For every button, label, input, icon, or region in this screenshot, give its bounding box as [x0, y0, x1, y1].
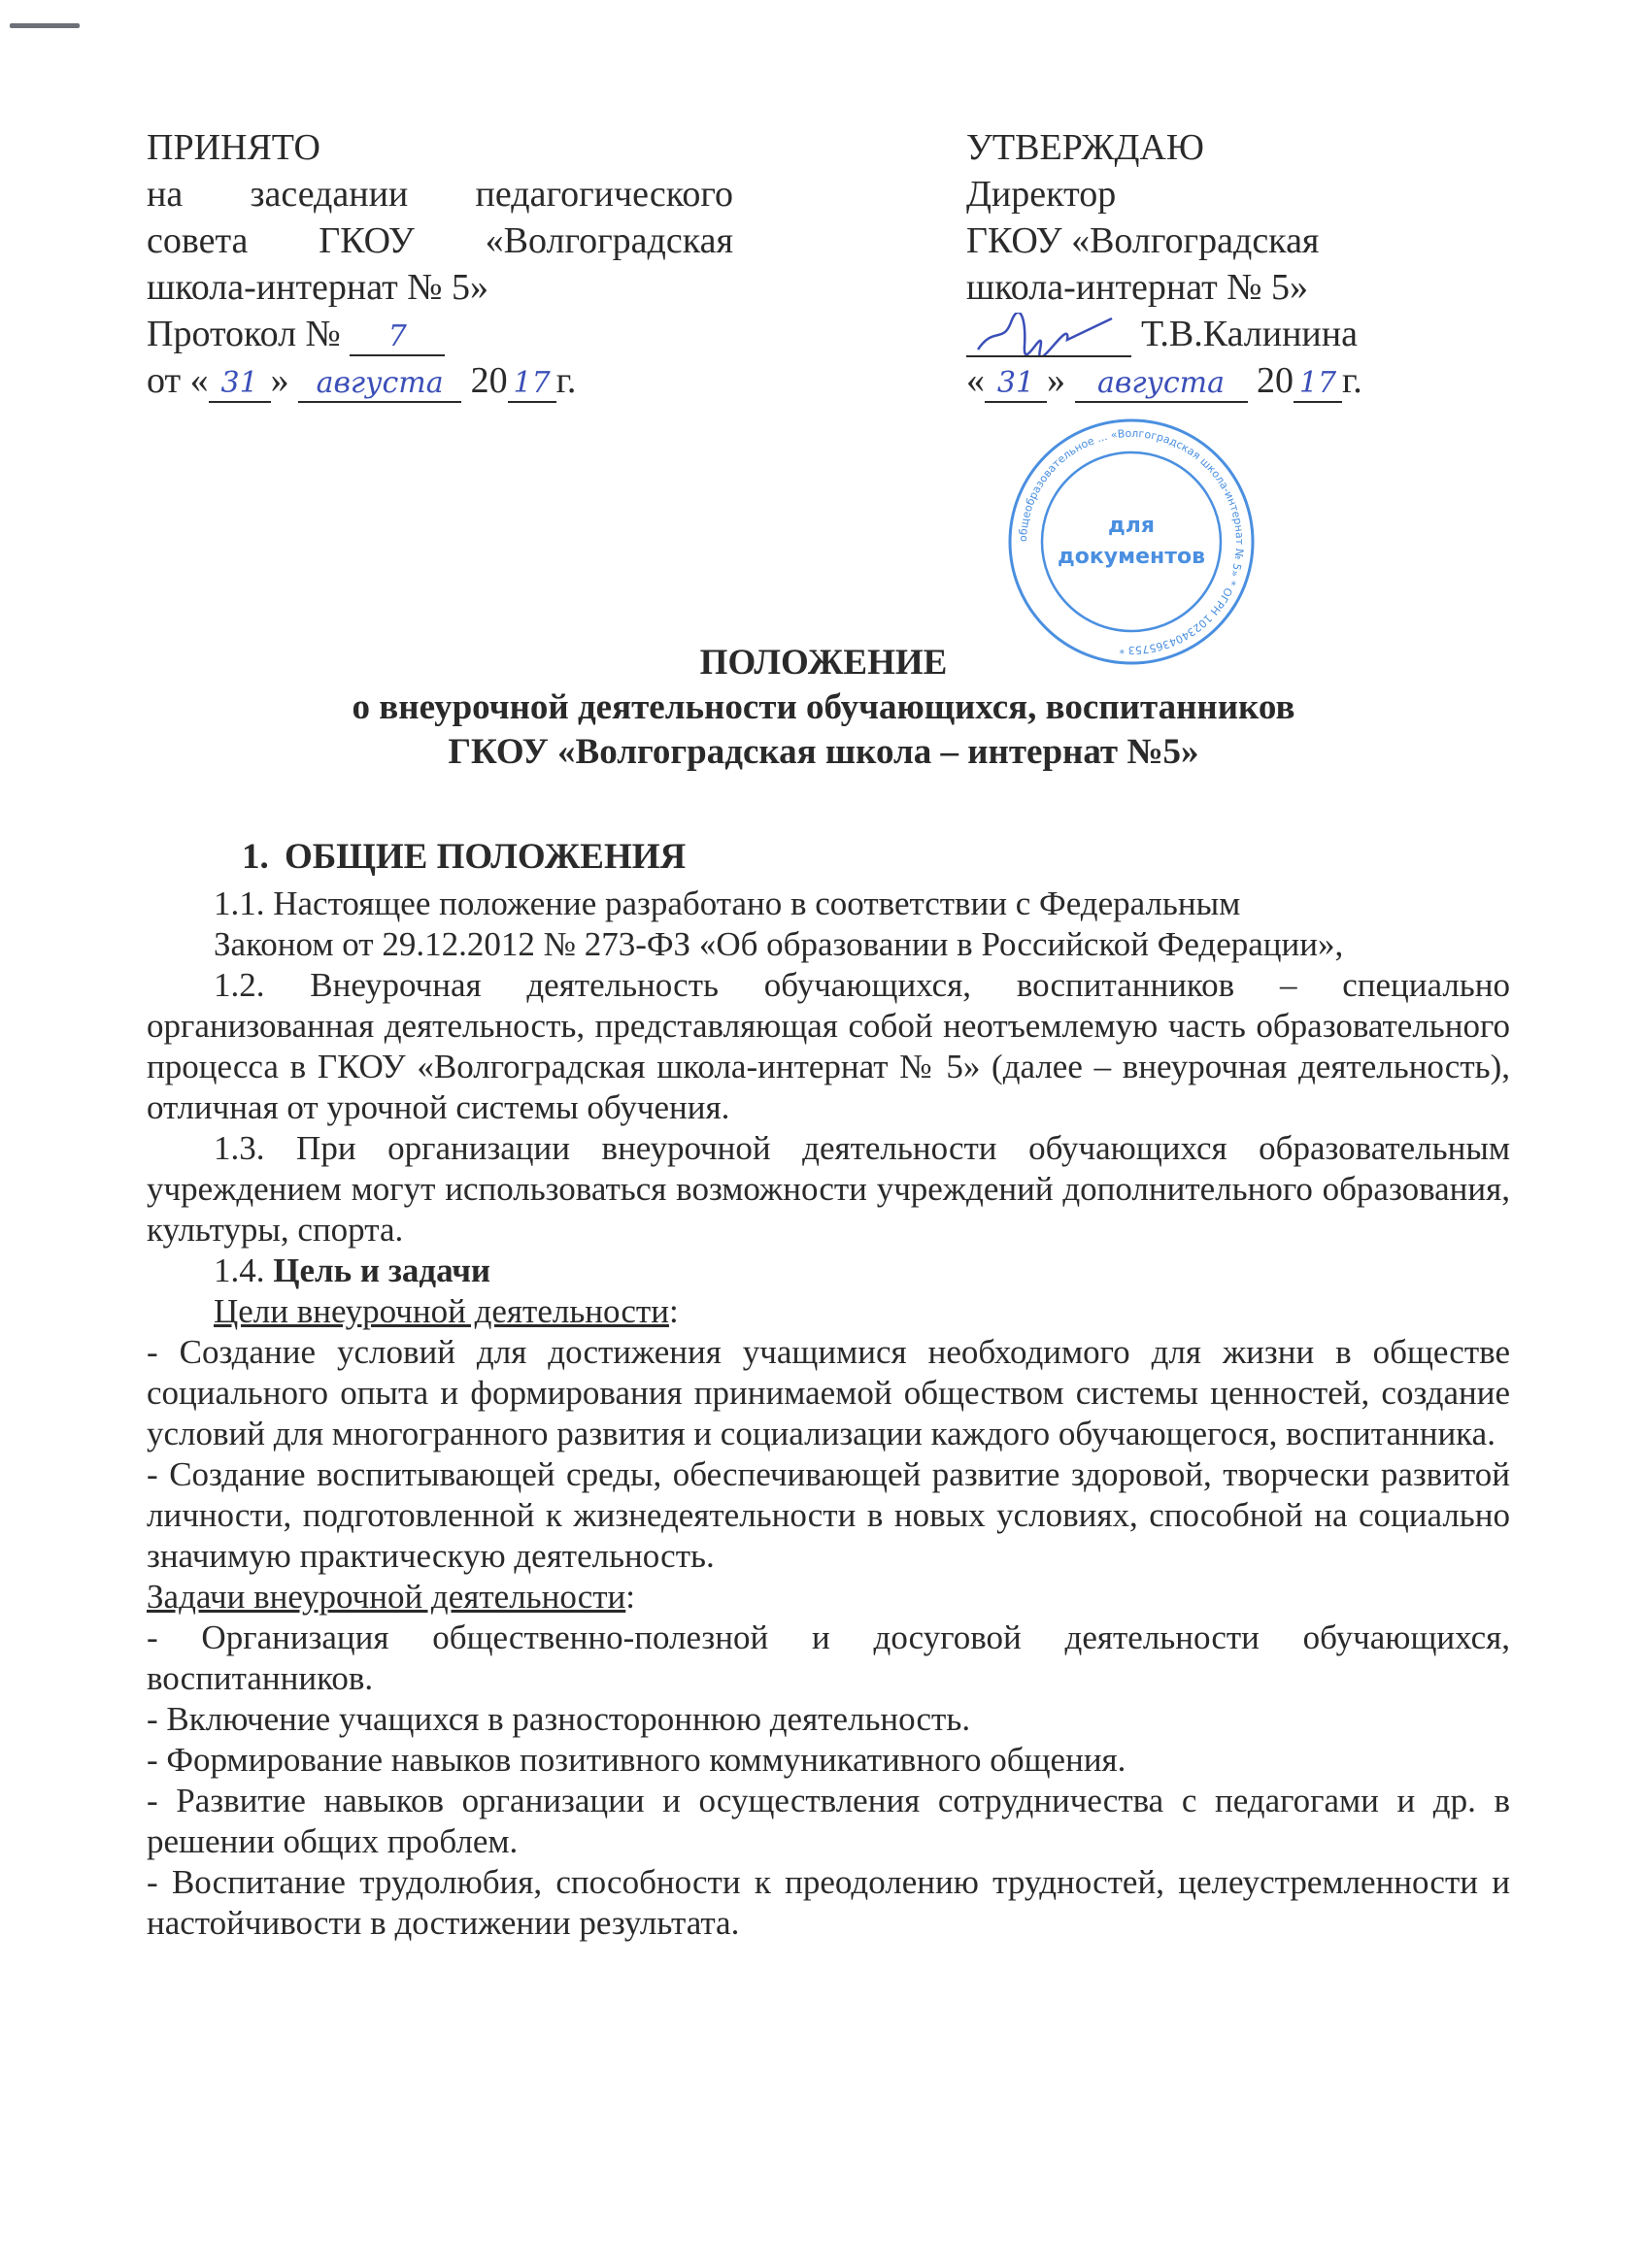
task-item: - Развитие навыков организации и осуществления сотрудничества с педагогами и др. в решении общих проблем.	[147, 1782, 1510, 1860]
year-end: г.	[555, 360, 577, 401]
year-prefix: 20	[470, 360, 508, 401]
stamp-ring-text: общеобразовательное ... «Волгоградская школа-интернат № 5» * ОГРН 1023404365753 *	[1016, 426, 1247, 657]
header	[147, 124, 1510, 668]
handwritten-signature	[966, 313, 1131, 355]
protocol-label: Протокол №	[147, 314, 341, 354]
stamp-center-text-1: для	[1107, 514, 1156, 538]
accepted-line-1	[147, 171, 733, 217]
task-item: - Организация общественно-полезной и досуговой деятельности обучающихся, воспитанников.	[147, 1618, 1510, 1697]
year-field	[508, 361, 556, 403]
approved-position: Директор	[966, 174, 1117, 215]
tasks-heading	[147, 1577, 1510, 1618]
date-mid: »	[270, 360, 289, 401]
task-item: - Формирование навыков позитивного коммуникативного общения.	[147, 1741, 1126, 1779]
date-day: 31	[996, 366, 1035, 400]
word: совета	[147, 220, 249, 261]
stamp-center-text-2: документов	[1057, 545, 1206, 569]
date-day: 31	[220, 366, 258, 400]
word: на	[147, 174, 184, 215]
date-prefix: «	[966, 360, 985, 401]
goal-item: - Создание воспитывающей среды, обеспечивающей развитие здоровой, творчески развитой личности, подготовленной к жизнедеятельности в новых условиях, способной на социально значимую практическую деятельность.	[147, 1455, 1510, 1575]
year-prefix: 20	[1257, 360, 1294, 401]
year-suffix: 17	[1298, 366, 1337, 400]
approved-heading: УТВЕРЖДАЮ	[966, 127, 1204, 168]
accepted-line-2	[147, 217, 733, 264]
accepted-block	[147, 124, 733, 404]
colon: :	[625, 1578, 636, 1616]
task-item: - Включение учащихся в разностороннюю деятельность.	[147, 1700, 971, 1738]
scan-artifact-mark	[10, 23, 80, 28]
date-month: августа	[1096, 366, 1226, 400]
date-mid: »	[1047, 360, 1065, 401]
protocol-number: 7	[387, 319, 407, 353]
section-number: 1.	[242, 837, 269, 877]
signature-line	[966, 311, 1510, 357]
date-day-field	[985, 361, 1047, 403]
approved-date-line	[966, 357, 1510, 404]
approved-org-line-1: ГКОУ «Волгоградская	[966, 220, 1320, 261]
protocol-number-field	[350, 315, 445, 356]
goal-item: - Создание условий для достижения учащимися необходимого для жизни в обществе социального опыта и формирования принимаемой обществом системы ценностей, создание условий для многогранного развития и социализации каждого обучающегося, воспитанника.	[147, 1333, 1510, 1452]
year-field	[1294, 361, 1342, 403]
date-month-field	[1075, 361, 1248, 403]
accepted-heading: ПРИНЯТО	[147, 127, 320, 168]
section-title: ОБЩИЕ ПОЛОЖЕНИЯ	[285, 837, 687, 877]
date-day-field	[209, 361, 271, 403]
clause-1-3: 1.3. При организации внеурочной деятельности обучающихся образовательным учреждением могут использоваться возможности учреждений дополнительного образования, культуры, спорта.	[147, 1129, 1510, 1249]
stamp-area	[1005, 416, 1258, 668]
year-end: г.	[1342, 360, 1362, 401]
protocol-line	[147, 311, 733, 357]
colon: :	[668, 1292, 679, 1330]
clause-1-2: 1.2. Внеурочная деятельность обучающихся, воспитанников – специально организованная деятельность, представляющая собой неотъемлемую часть образовательного процесса в ГКОУ «Волгоградская школа-интернат № 5» (далее – внеурочная деятельность), отличная от урочной системы обучения.	[147, 966, 1510, 1126]
document-body	[147, 835, 1510, 1944]
signatory-name: Т.В.Калинина	[1141, 314, 1358, 354]
year-suffix: 17	[513, 366, 551, 400]
word: заседании	[250, 174, 409, 215]
word: ГКОУ	[319, 220, 415, 261]
title-main: ПОЛОЖЕНИЕ	[699, 643, 948, 683]
approved-block	[966, 124, 1510, 668]
official-stamp	[1005, 416, 1258, 668]
document-title	[0, 641, 1647, 775]
stamp-outer-ring	[1010, 420, 1253, 663]
clause-1-1: 1.1. Настоящее положение разработано в соответствии с Федеральным	[214, 884, 1241, 922]
signature-field	[966, 313, 1131, 357]
date-month: августа	[316, 366, 444, 400]
clause-1-4-number: 1.4.	[214, 1251, 265, 1289]
accepted-line-3: школа-интернат № 5»	[147, 267, 489, 308]
approved-org-line-2: школа-интернат № 5»	[966, 267, 1309, 308]
section-heading	[147, 835, 1510, 880]
clause-1-4-title: Цель и задачи	[273, 1251, 491, 1289]
word: педагогического	[475, 174, 733, 215]
stamp-inner-ring	[1042, 452, 1221, 631]
goals-heading	[147, 1291, 1510, 1332]
date-month-field	[298, 361, 461, 403]
goals-heading-text: Цели внеурочной деятельности	[214, 1292, 669, 1330]
clause-1-4	[147, 1251, 1510, 1291]
title-subtitle-2: ГКОУ «Волгоградская школа – интернат №5»	[448, 732, 1199, 772]
title-subtitle-1: о внеурочной деятельности обучающихся, воспитанников	[352, 687, 1295, 727]
word: «Волгоградская	[485, 220, 733, 261]
task-item: - Воспитание трудолюбия, способности к преодолению трудностей, целеустремленности и настойчивости в достижении результата.	[147, 1863, 1510, 1942]
date-prefix: от «	[147, 360, 209, 401]
clause-1-1-cont: Законом от 29.12.2012 № 273-ФЗ «Об образовании в Российской Федерации»,	[214, 925, 1344, 963]
tasks-heading-text: Задачи внеурочной деятельности	[147, 1578, 626, 1616]
accepted-date-line	[147, 357, 733, 404]
